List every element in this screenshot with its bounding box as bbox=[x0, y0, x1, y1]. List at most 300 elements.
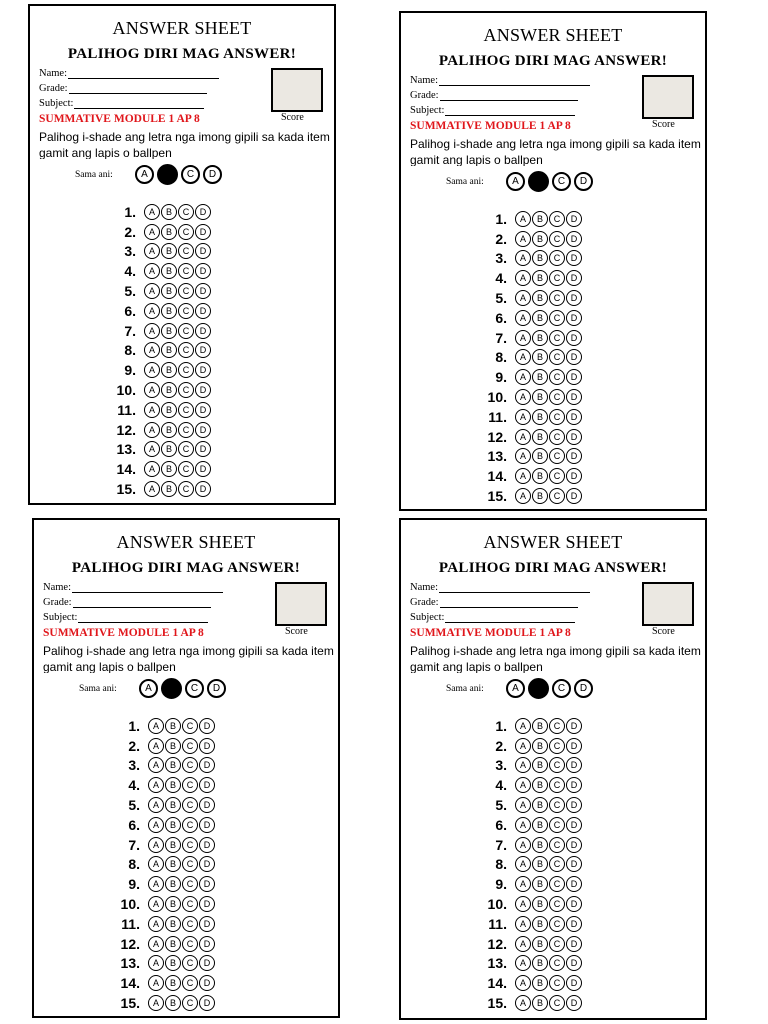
choice-bubble-c[interactable]: C bbox=[549, 837, 565, 853]
choice-bubble-b[interactable]: B bbox=[532, 757, 548, 773]
choice-bubble-d[interactable]: D bbox=[199, 916, 215, 932]
choice-bubble-b[interactable]: B bbox=[165, 995, 181, 1011]
choice-bubble-a[interactable]: A bbox=[144, 243, 160, 259]
field-label: Grade: bbox=[43, 597, 72, 608]
choice-bubble-c[interactable]: C bbox=[549, 349, 565, 365]
choice-bubble-d[interactable]: D bbox=[195, 382, 211, 398]
choice-bubble-c[interactable]: C bbox=[182, 916, 198, 932]
choice-bubble-c[interactable]: C bbox=[549, 738, 565, 754]
choice-bubble-c[interactable]: C bbox=[549, 369, 565, 385]
choice-bubble-c[interactable]: C bbox=[549, 250, 565, 266]
choice-bubble-a[interactable]: A bbox=[144, 204, 160, 220]
field-grade bbox=[43, 597, 211, 608]
choice-bubble-b[interactable]: B bbox=[532, 468, 548, 484]
choice-bubble-a[interactable]: A bbox=[515, 488, 531, 504]
choice-bubble-a[interactable]: A bbox=[148, 975, 164, 991]
choice-bubble-b[interactable]: B bbox=[532, 290, 548, 306]
choice-bubble-b[interactable]: B bbox=[161, 323, 177, 339]
choice-bubble-a[interactable]: A bbox=[148, 777, 164, 793]
answer-sheet-4 bbox=[399, 518, 707, 1020]
choice-bubble-d[interactable]: D bbox=[566, 896, 582, 912]
choice-bubble-c[interactable]: C bbox=[549, 896, 565, 912]
choice-bubble-a[interactable]: A bbox=[515, 231, 531, 247]
choice-bubble-a[interactable]: A bbox=[144, 402, 160, 418]
item-row bbox=[473, 249, 583, 269]
choice-bubble-d[interactable]: D bbox=[199, 738, 215, 754]
field-grade-input[interactable] bbox=[69, 83, 207, 94]
choice-bubble-c[interactable]: C bbox=[182, 936, 198, 952]
item-row bbox=[102, 281, 212, 301]
choice-bubble-b[interactable]: B bbox=[532, 936, 548, 952]
item-number: 14. bbox=[116, 461, 136, 478]
score-box[interactable] bbox=[275, 582, 327, 626]
choice-bubble-b[interactable]: B bbox=[161, 402, 177, 418]
choice-bubble-c[interactable]: C bbox=[549, 270, 565, 286]
choice-bubble-a[interactable]: A bbox=[515, 330, 531, 346]
choice-bubble-d[interactable]: D bbox=[199, 896, 215, 912]
choice-bubble-b[interactable]: B bbox=[161, 283, 177, 299]
choice-bubble-a[interactable]: A bbox=[148, 856, 164, 872]
choice-bubble-c[interactable]: C bbox=[182, 896, 198, 912]
item-number: 11. bbox=[488, 408, 507, 425]
choice-bubble-d[interactable]: D bbox=[195, 441, 211, 457]
choice-bubble-d[interactable]: D bbox=[195, 481, 211, 497]
choice-bubble-d[interactable]: D bbox=[566, 468, 582, 484]
choice-bubble-b[interactable]: B bbox=[165, 817, 181, 833]
choice-bubble-d[interactable]: D bbox=[566, 975, 582, 991]
choice-bubble-d[interactable]: D bbox=[195, 323, 211, 339]
choice-bubble-c[interactable]: C bbox=[178, 422, 194, 438]
choice-bubble-b[interactable]: B bbox=[161, 422, 177, 438]
choice-bubble-d[interactable]: D bbox=[195, 362, 211, 378]
choice-bubble-b[interactable]: B bbox=[165, 936, 181, 952]
items-list bbox=[102, 202, 212, 499]
item-row bbox=[102, 301, 212, 321]
item-row bbox=[473, 835, 583, 855]
choice-bubble-c[interactable]: C bbox=[178, 342, 194, 358]
choice-bubble-c[interactable]: C bbox=[549, 797, 565, 813]
choice-bubble-d[interactable]: D bbox=[566, 250, 582, 266]
choice-bubble-c[interactable]: C bbox=[178, 323, 194, 339]
choice-bubble-a[interactable]: A bbox=[148, 738, 164, 754]
choice-bubble-c[interactable]: C bbox=[182, 975, 198, 991]
choice-bubble-c[interactable]: C bbox=[549, 488, 565, 504]
choice-bubble-b[interactable]: B bbox=[165, 757, 181, 773]
choice-bubble-c[interactable]: C bbox=[549, 817, 565, 833]
choice-bubble-c[interactable]: C bbox=[178, 243, 194, 259]
choice-bubble-d[interactable]: D bbox=[566, 955, 582, 971]
choice-bubble-d[interactable]: D bbox=[199, 995, 215, 1011]
choice-bubble-c[interactable]: C bbox=[178, 303, 194, 319]
field-label: Name: bbox=[410, 75, 438, 86]
choice-bubble-c[interactable]: C bbox=[182, 995, 198, 1011]
field-name-input[interactable] bbox=[68, 68, 219, 79]
field-grade-input[interactable] bbox=[440, 597, 578, 608]
choice-bubble-a[interactable]: A bbox=[515, 310, 531, 326]
choice-bubble-a[interactable]: A bbox=[515, 876, 531, 892]
choice-bubble-b[interactable]: B bbox=[532, 409, 548, 425]
choice-bubble-a[interactable]: A bbox=[148, 817, 164, 833]
choice-bubble-b[interactable]: B bbox=[165, 797, 181, 813]
choice-bubble-c[interactable]: C bbox=[549, 409, 565, 425]
choice-bubble-b[interactable]: B bbox=[161, 362, 177, 378]
choice-bubble-b[interactable]: B bbox=[161, 382, 177, 398]
choice-bubble-a[interactable]: A bbox=[144, 382, 160, 398]
choice-bubble-c[interactable]: C bbox=[549, 995, 565, 1011]
choice-bubble-c[interactable]: C bbox=[182, 738, 198, 754]
example-bubble-2 bbox=[528, 678, 549, 699]
choice-bubble-b[interactable]: B bbox=[532, 856, 548, 872]
choice-bubble-c[interactable]: C bbox=[549, 429, 565, 445]
choice-bubble-b[interactable]: B bbox=[532, 270, 548, 286]
item-number: 10. bbox=[116, 382, 136, 399]
choice-bubble-b[interactable]: B bbox=[165, 738, 181, 754]
choice-bubble-a[interactable]: A bbox=[144, 323, 160, 339]
choice-bubble-c[interactable]: C bbox=[178, 224, 194, 240]
choice-bubble-d[interactable]: D bbox=[195, 263, 211, 279]
choice-bubble-a[interactable]: A bbox=[515, 955, 531, 971]
choice-bubble-d[interactable]: D bbox=[566, 738, 582, 754]
item-row bbox=[106, 934, 216, 954]
item-row bbox=[102, 420, 212, 440]
choice-bubble-b[interactable]: B bbox=[532, 876, 548, 892]
choice-bubble-a[interactable]: A bbox=[144, 342, 160, 358]
choice-bubble-b[interactable]: B bbox=[532, 349, 548, 365]
choice-bubble-a[interactable]: A bbox=[515, 757, 531, 773]
choice-bubble-b[interactable]: B bbox=[532, 955, 548, 971]
choice-bubble-c[interactable]: C bbox=[549, 856, 565, 872]
choice-bubble-a[interactable]: A bbox=[515, 290, 531, 306]
choice-bubble-a[interactable]: A bbox=[515, 250, 531, 266]
choice-bubble-c[interactable]: C bbox=[182, 718, 198, 734]
choice-bubble-d[interactable]: D bbox=[566, 797, 582, 813]
choice-bubble-c[interactable]: C bbox=[182, 837, 198, 853]
field-subject-input[interactable] bbox=[74, 98, 204, 109]
choice-bubble-d[interactable]: D bbox=[195, 243, 211, 259]
choice-bubble-b[interactable]: B bbox=[161, 263, 177, 279]
choice-bubble-a[interactable]: A bbox=[515, 936, 531, 952]
item-number: 7. bbox=[495, 836, 507, 853]
choice-bubble-b[interactable]: B bbox=[532, 837, 548, 853]
choice-bubble-a[interactable]: A bbox=[515, 448, 531, 464]
choice-bubble-c[interactable]: C bbox=[178, 283, 194, 299]
score-box[interactable] bbox=[642, 582, 694, 626]
score-box[interactable] bbox=[271, 68, 323, 112]
choice-bubble-d[interactable]: D bbox=[566, 429, 582, 445]
choice-bubble-d[interactable]: D bbox=[566, 936, 582, 952]
choice-bubble-d[interactable]: D bbox=[566, 837, 582, 853]
choice-bubble-c[interactable]: C bbox=[549, 448, 565, 464]
choice-bubble-d[interactable]: D bbox=[195, 402, 211, 418]
choice-bubble-b[interactable]: B bbox=[161, 204, 177, 220]
choice-bubble-d[interactable]: D bbox=[566, 777, 582, 793]
item-row bbox=[106, 855, 216, 875]
choice-bubble-b[interactable]: B bbox=[532, 738, 548, 754]
choice-bubble-a[interactable]: A bbox=[515, 211, 531, 227]
choice-bubble-b[interactable]: B bbox=[165, 777, 181, 793]
choice-bubble-c[interactable]: C bbox=[549, 468, 565, 484]
choice-bubble-d[interactable]: D bbox=[199, 837, 215, 853]
choice-bubble-d[interactable]: D bbox=[566, 876, 582, 892]
choice-bubble-a[interactable]: A bbox=[148, 936, 164, 952]
item-number: 13. bbox=[116, 441, 136, 458]
choice-bubble-b[interactable]: B bbox=[532, 448, 548, 464]
item-row bbox=[473, 486, 583, 506]
choice-bubble-d[interactable]: D bbox=[195, 342, 211, 358]
choice-bubble-d[interactable]: D bbox=[199, 718, 215, 734]
choice-bubble-b[interactable]: B bbox=[532, 330, 548, 346]
choice-bubble-b[interactable]: B bbox=[165, 718, 181, 734]
choice-bubble-c[interactable]: C bbox=[178, 204, 194, 220]
choice-bubble-d[interactable]: D bbox=[566, 389, 582, 405]
field-name-input[interactable] bbox=[72, 582, 223, 593]
choice-bubble-a[interactable]: A bbox=[144, 441, 160, 457]
choice-bubble-c[interactable]: C bbox=[178, 402, 194, 418]
choice-bubble-a[interactable]: A bbox=[148, 757, 164, 773]
choice-bubble-a[interactable]: A bbox=[144, 303, 160, 319]
choice-bubble-d[interactable]: D bbox=[566, 718, 582, 734]
choice-bubble-c[interactable]: C bbox=[182, 777, 198, 793]
choice-bubble-b[interactable]: B bbox=[165, 856, 181, 872]
item-row bbox=[106, 914, 216, 934]
item-number: 5. bbox=[495, 290, 507, 307]
item-number: 2. bbox=[128, 737, 140, 754]
choice-bubble-d[interactable]: D bbox=[566, 231, 582, 247]
choice-bubble-a[interactable]: A bbox=[144, 362, 160, 378]
field-name-input[interactable] bbox=[439, 75, 590, 86]
choice-bubble-b[interactable]: B bbox=[532, 429, 548, 445]
choice-bubble-b[interactable]: B bbox=[532, 777, 548, 793]
choice-bubble-a[interactable]: A bbox=[515, 797, 531, 813]
field-label: Grade: bbox=[39, 83, 68, 94]
choice-bubble-b[interactable]: B bbox=[532, 995, 548, 1011]
choice-bubble-d[interactable]: D bbox=[566, 349, 582, 365]
choice-bubble-a[interactable]: A bbox=[144, 263, 160, 279]
choice-bubble-c[interactable]: C bbox=[549, 231, 565, 247]
choice-bubble-b[interactable]: B bbox=[532, 817, 548, 833]
choice-bubble-c[interactable]: C bbox=[549, 211, 565, 227]
choice-bubble-d[interactable]: D bbox=[199, 777, 215, 793]
item-row bbox=[106, 835, 216, 855]
choice-bubble-a[interactable]: A bbox=[148, 718, 164, 734]
choice-bubble-a[interactable]: A bbox=[515, 817, 531, 833]
choice-bubble-a[interactable]: A bbox=[144, 283, 160, 299]
choice-bubble-b[interactable]: B bbox=[161, 342, 177, 358]
choice-bubble-c[interactable]: C bbox=[549, 936, 565, 952]
choice-bubble-b[interactable]: B bbox=[161, 441, 177, 457]
choice-bubble-d[interactable]: D bbox=[199, 975, 215, 991]
choice-bubble-c[interactable]: C bbox=[182, 955, 198, 971]
choice-bubble-a[interactable]: A bbox=[515, 837, 531, 853]
item-row bbox=[473, 427, 583, 447]
choice-bubble-d[interactable]: D bbox=[199, 876, 215, 892]
choice-bubble-b[interactable]: B bbox=[165, 876, 181, 892]
choice-bubble-c[interactable]: C bbox=[549, 757, 565, 773]
score-box[interactable] bbox=[642, 75, 694, 119]
item-row bbox=[473, 756, 583, 776]
choice-bubble-b[interactable]: B bbox=[161, 243, 177, 259]
item-number: 11. bbox=[488, 915, 507, 932]
choice-bubble-b[interactable]: B bbox=[165, 955, 181, 971]
item-row bbox=[473, 447, 583, 467]
choice-bubble-a[interactable]: A bbox=[515, 468, 531, 484]
example-row bbox=[446, 171, 596, 192]
choice-bubble-b[interactable]: B bbox=[165, 837, 181, 853]
choice-bubble-d[interactable]: D bbox=[566, 817, 582, 833]
choice-bubble-d[interactable]: D bbox=[566, 290, 582, 306]
choice-bubble-b[interactable]: B bbox=[532, 250, 548, 266]
choice-bubble-a[interactable]: A bbox=[515, 389, 531, 405]
choice-bubble-d[interactable]: D bbox=[199, 817, 215, 833]
choice-bubble-b[interactable]: B bbox=[532, 916, 548, 932]
item-number: 6. bbox=[495, 816, 507, 833]
field-grade bbox=[410, 90, 578, 101]
choice-bubble-d[interactable]: D bbox=[566, 488, 582, 504]
sheet-subtitle: PALIHOG DIRI MAG ANSWER! bbox=[67, 46, 297, 62]
choice-bubble-a[interactable]: A bbox=[148, 955, 164, 971]
choice-bubble-d[interactable]: D bbox=[199, 936, 215, 952]
choice-bubble-d[interactable]: D bbox=[195, 422, 211, 438]
choice-bubble-c[interactable]: C bbox=[178, 263, 194, 279]
choice-bubble-a[interactable]: A bbox=[148, 797, 164, 813]
field-subject-input[interactable] bbox=[445, 105, 575, 116]
choice-bubble-d[interactable]: D bbox=[195, 461, 211, 477]
item-number: 3. bbox=[495, 757, 507, 774]
choice-bubble-c[interactable]: C bbox=[549, 718, 565, 734]
choice-bubble-a[interactable]: A bbox=[148, 876, 164, 892]
choice-bubble-a[interactable]: A bbox=[515, 975, 531, 991]
choice-bubble-b[interactable]: B bbox=[161, 224, 177, 240]
choice-bubble-b[interactable]: B bbox=[161, 303, 177, 319]
choice-bubble-a[interactable]: A bbox=[148, 896, 164, 912]
choice-bubble-a[interactable]: A bbox=[144, 461, 160, 477]
choice-bubble-b[interactable]: B bbox=[532, 310, 548, 326]
choice-bubble-c[interactable]: C bbox=[182, 757, 198, 773]
choice-bubble-a[interactable]: A bbox=[515, 349, 531, 365]
item-row bbox=[102, 360, 212, 380]
choice-bubble-b[interactable]: B bbox=[532, 211, 548, 227]
choice-bubble-c[interactable]: C bbox=[549, 975, 565, 991]
choice-bubble-c[interactable]: C bbox=[182, 797, 198, 813]
choice-bubble-d[interactable]: D bbox=[199, 757, 215, 773]
choice-bubble-b[interactable]: B bbox=[532, 389, 548, 405]
field-grade-input[interactable] bbox=[440, 90, 578, 101]
choice-bubble-c[interactable]: C bbox=[178, 461, 194, 477]
choice-bubble-c[interactable]: C bbox=[178, 362, 194, 378]
choice-bubble-d[interactable]: D bbox=[566, 211, 582, 227]
choice-bubble-b[interactable]: B bbox=[532, 369, 548, 385]
item-row bbox=[473, 815, 583, 835]
choice-bubble-a[interactable]: A bbox=[515, 369, 531, 385]
choice-bubble-b[interactable]: B bbox=[532, 488, 548, 504]
choice-bubble-d[interactable]: D bbox=[566, 856, 582, 872]
field-subject-input[interactable] bbox=[78, 612, 208, 623]
choice-bubble-b[interactable]: B bbox=[532, 975, 548, 991]
choice-bubble-d[interactable]: D bbox=[566, 330, 582, 346]
field-name-input[interactable] bbox=[439, 582, 590, 593]
choice-bubble-c[interactable]: C bbox=[178, 481, 194, 497]
choice-bubble-d[interactable]: D bbox=[566, 995, 582, 1011]
choice-bubble-d[interactable]: D bbox=[566, 409, 582, 425]
choice-bubble-a[interactable]: A bbox=[515, 409, 531, 425]
choice-bubble-c[interactable]: C bbox=[178, 441, 194, 457]
choice-bubble-d[interactable]: D bbox=[195, 224, 211, 240]
choice-bubble-a[interactable]: A bbox=[144, 224, 160, 240]
choice-bubble-d[interactable]: D bbox=[195, 303, 211, 319]
choice-bubble-a[interactable]: A bbox=[515, 896, 531, 912]
choice-bubble-a[interactable]: A bbox=[148, 837, 164, 853]
choice-bubble-a[interactable]: A bbox=[515, 777, 531, 793]
choice-bubble-c[interactable]: C bbox=[178, 382, 194, 398]
choice-bubble-c[interactable]: C bbox=[182, 856, 198, 872]
choice-bubble-d[interactable]: D bbox=[199, 797, 215, 813]
choice-bubble-d[interactable]: D bbox=[566, 757, 582, 773]
item-row bbox=[102, 321, 212, 341]
choice-bubble-d[interactable]: D bbox=[566, 369, 582, 385]
choice-bubble-c[interactable]: C bbox=[549, 876, 565, 892]
item-row bbox=[106, 815, 216, 835]
choice-bubble-c[interactable]: C bbox=[549, 777, 565, 793]
choice-bubble-b[interactable]: B bbox=[532, 718, 548, 734]
choice-bubble-d[interactable]: D bbox=[195, 283, 211, 299]
choice-bubble-b[interactable]: B bbox=[532, 797, 548, 813]
choice-bubble-a[interactable]: A bbox=[515, 429, 531, 445]
choice-bubble-a[interactable]: A bbox=[515, 995, 531, 1011]
choice-bubble-b[interactable]: B bbox=[161, 481, 177, 497]
module-title: SUMMATIVE MODULE 1 AP 8 bbox=[410, 627, 571, 639]
choice-bubble-b[interactable]: B bbox=[161, 461, 177, 477]
choice-bubble-d[interactable]: D bbox=[566, 916, 582, 932]
choice-bubble-a[interactable]: A bbox=[148, 916, 164, 932]
choice-bubble-b[interactable]: B bbox=[165, 896, 181, 912]
item-row bbox=[473, 736, 583, 756]
choice-bubble-c[interactable]: C bbox=[549, 290, 565, 306]
choice-bubble-a[interactable]: A bbox=[148, 995, 164, 1011]
choice-bubble-c[interactable]: C bbox=[549, 389, 565, 405]
choice-bubble-c[interactable]: C bbox=[549, 955, 565, 971]
score-label: Score bbox=[652, 119, 675, 130]
answer-sheet-1 bbox=[28, 4, 336, 505]
choice-bubble-c[interactable]: C bbox=[549, 330, 565, 346]
choice-bubble-d[interactable]: D bbox=[199, 955, 215, 971]
choice-bubble-d[interactable]: D bbox=[566, 448, 582, 464]
choice-bubble-b[interactable]: B bbox=[532, 231, 548, 247]
field-subject-input[interactable] bbox=[445, 612, 575, 623]
choice-bubble-b[interactable]: B bbox=[165, 916, 181, 932]
choice-bubble-a[interactable]: A bbox=[515, 856, 531, 872]
choice-bubble-d[interactable]: D bbox=[566, 310, 582, 326]
choice-bubble-a[interactable]: A bbox=[144, 422, 160, 438]
field-label: Subject: bbox=[39, 98, 74, 109]
field-grade-input[interactable] bbox=[73, 597, 211, 608]
choice-bubble-a[interactable]: A bbox=[515, 916, 531, 932]
choice-bubble-d[interactable]: D bbox=[199, 856, 215, 872]
example-row bbox=[446, 678, 596, 699]
choice-bubble-a[interactable]: A bbox=[515, 738, 531, 754]
choice-bubble-d[interactable]: D bbox=[195, 204, 211, 220]
choice-bubble-c[interactable]: C bbox=[549, 916, 565, 932]
choice-bubble-b[interactable]: B bbox=[165, 975, 181, 991]
choice-bubble-a[interactable]: A bbox=[144, 481, 160, 497]
choice-bubble-a[interactable]: A bbox=[515, 270, 531, 286]
choice-bubble-d[interactable]: D bbox=[566, 270, 582, 286]
choice-bubble-c[interactable]: C bbox=[549, 310, 565, 326]
choice-bubble-c[interactable]: C bbox=[182, 817, 198, 833]
choice-bubble-b[interactable]: B bbox=[532, 896, 548, 912]
module-title: SUMMATIVE MODULE 1 AP 8 bbox=[39, 113, 200, 125]
choice-bubble-c[interactable]: C bbox=[182, 876, 198, 892]
choice-bubble-a[interactable]: A bbox=[515, 718, 531, 734]
